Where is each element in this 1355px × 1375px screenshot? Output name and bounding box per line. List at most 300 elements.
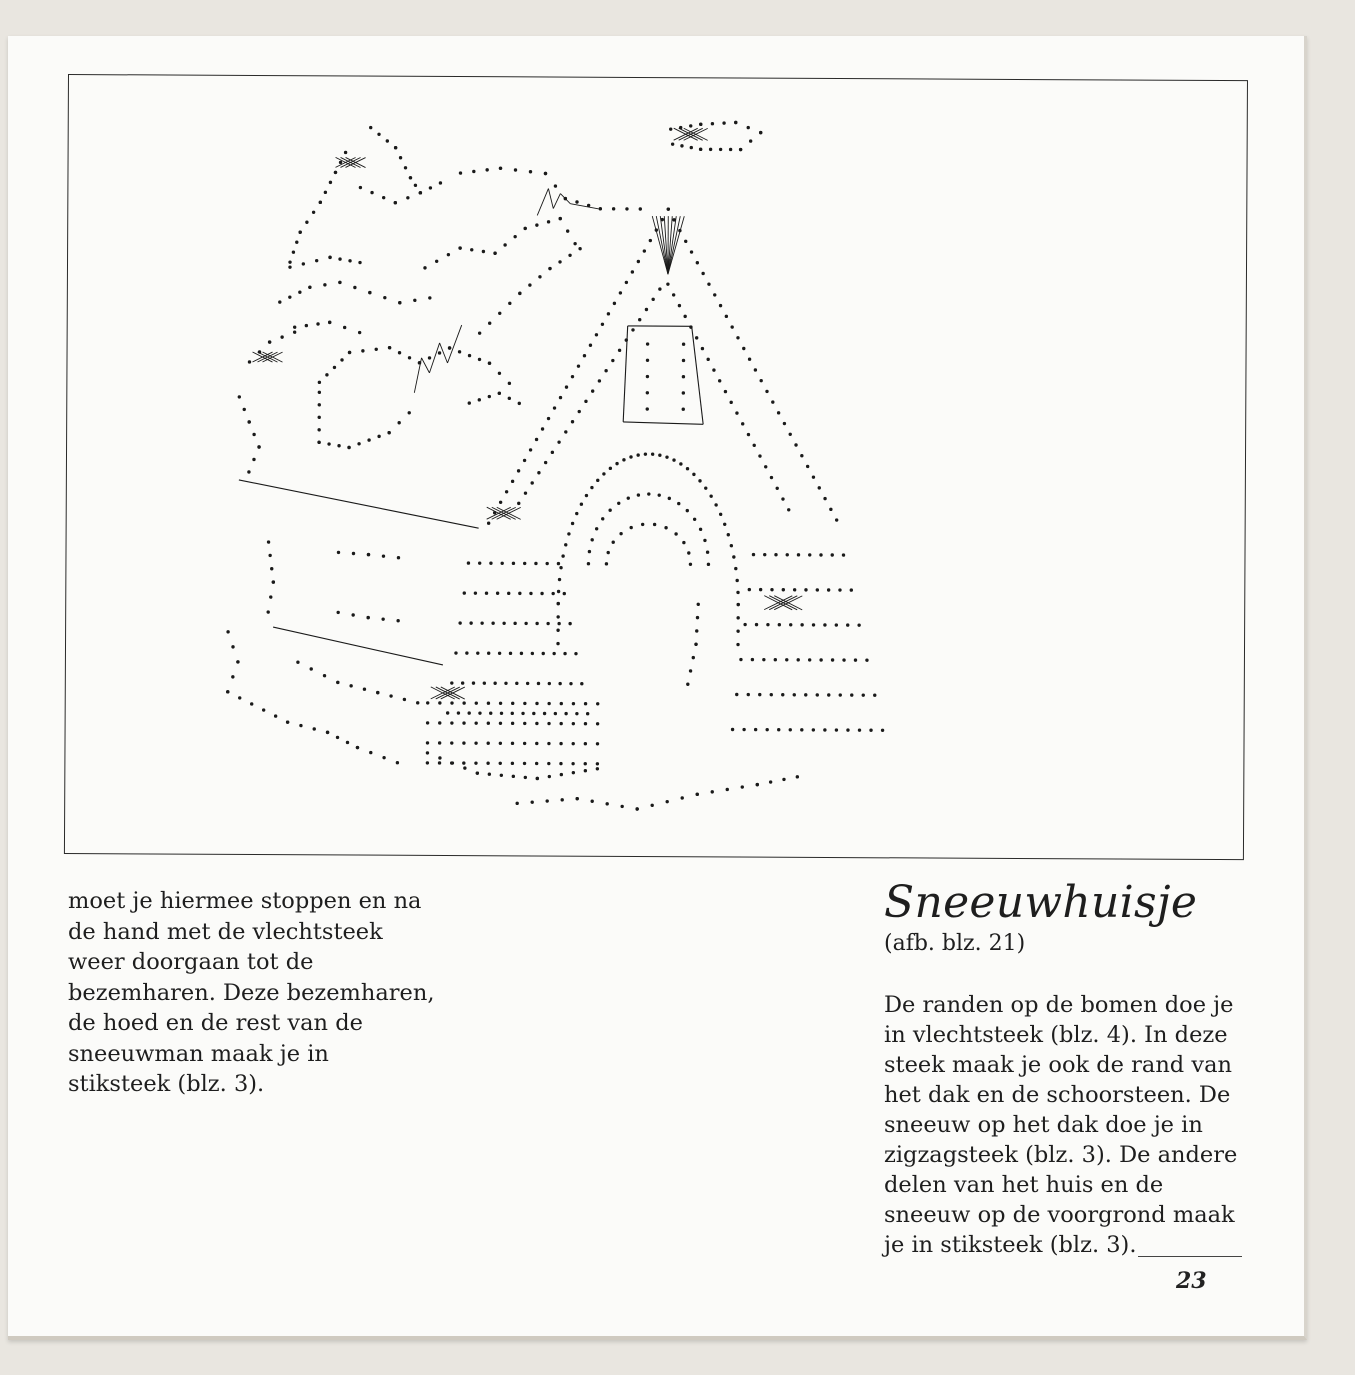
stitch-dot [804, 693, 807, 696]
stitch-dot [742, 347, 745, 350]
stitch-dot [689, 669, 692, 672]
stitch-dot [682, 343, 685, 346]
stitch-dot [858, 728, 861, 731]
stitch-dot [518, 292, 521, 295]
stitch-dot [680, 144, 683, 147]
stitch-dot [337, 444, 340, 447]
stitch-dot [574, 652, 577, 655]
stitch-dot [765, 728, 768, 731]
stitch-dot [681, 796, 684, 799]
stitch-dot [382, 554, 385, 557]
stitch-dot [590, 800, 593, 803]
stitch-dot [651, 452, 654, 455]
stitch-dot [274, 714, 277, 717]
stitch-dot [756, 783, 759, 786]
stitch-dot [529, 170, 532, 173]
stitch-dot [751, 658, 754, 661]
stitch-dot [447, 253, 450, 256]
stitch-dot [474, 741, 477, 744]
stitch-dot [631, 270, 634, 273]
stitch-dot [288, 265, 291, 268]
stitch-dot [742, 728, 745, 731]
stitch-dot [551, 592, 554, 595]
stitch-dot [547, 762, 550, 765]
stitch-dot [511, 742, 514, 745]
stitch-dot [293, 330, 296, 333]
stitch-dot [423, 266, 426, 269]
stitch-dot [725, 315, 728, 318]
stitch-dot [735, 693, 738, 696]
stitch-dot [512, 775, 515, 778]
stitch-dot [752, 553, 755, 556]
stitch-dot [302, 262, 305, 265]
stitch-dot [686, 467, 689, 470]
stitch-dot [542, 652, 545, 655]
stitch-dot [323, 674, 326, 677]
stitch-dot [526, 682, 529, 685]
stitch-dot [559, 396, 562, 399]
stitch-dot [862, 693, 865, 696]
stitch-dot [682, 359, 685, 362]
stitch-dot [467, 711, 470, 714]
stitch-dot [547, 742, 550, 745]
stitch-dot [734, 121, 737, 124]
stitch-dot [645, 308, 648, 311]
stitch-dot [589, 344, 592, 347]
stitch-dot [398, 351, 401, 354]
stitch-dot [586, 712, 589, 715]
stitch-dot [719, 148, 722, 151]
stitch-dot [426, 751, 429, 754]
stitch-dot [651, 298, 654, 301]
stitch-dot [770, 588, 773, 591]
stitch-dot [781, 693, 784, 696]
stitch-dot [672, 293, 675, 296]
stitch-dot [496, 592, 499, 595]
stitch-dot [347, 446, 350, 449]
stitch-dot [724, 390, 727, 393]
stitch-dot [564, 430, 567, 433]
stitch-dot [538, 275, 541, 278]
stitch-dot [719, 513, 722, 516]
stitch-dot [518, 592, 521, 595]
stitch-dot [590, 486, 593, 489]
stitch-dot [463, 766, 466, 769]
stitch-dot [769, 780, 772, 783]
stitch-dot [682, 541, 685, 544]
stitch-dot [247, 420, 250, 423]
stitch-dot [564, 712, 567, 715]
stitch-dot [529, 448, 532, 451]
stitch-dot [643, 249, 646, 252]
stitch-dot [317, 428, 320, 431]
stitch-dot [707, 563, 710, 566]
stitch-dot [816, 588, 819, 591]
stitch-dot [319, 201, 322, 204]
stitch-dot [789, 433, 792, 436]
stitch-dot [641, 523, 644, 526]
stitch-dot [462, 701, 465, 704]
stitch-line [668, 216, 676, 274]
stitch-dot [438, 761, 441, 764]
stitch-dot [426, 761, 429, 764]
stitch-dot [504, 682, 507, 685]
stitch-dot [280, 335, 283, 338]
stitch-dot [370, 191, 373, 194]
stitch-dot [578, 410, 581, 413]
stitch-dot [377, 435, 380, 438]
stitch-dot [499, 702, 502, 705]
stitch-dot [605, 802, 608, 805]
stitch-dot [499, 722, 502, 725]
stitch-dot [396, 619, 399, 622]
stitch-dot [557, 562, 560, 565]
stitch-dot [736, 336, 739, 339]
stitch-dot [770, 476, 773, 479]
stitch-dot [375, 348, 378, 351]
stitch-dot [474, 721, 477, 724]
stitch-dot [631, 328, 634, 331]
stitch-dot [524, 622, 527, 625]
stitch-dot [548, 682, 551, 685]
stitch-dot [612, 541, 615, 544]
stitch-line [691, 326, 704, 424]
stitch-dot [366, 616, 369, 619]
stitch-dot [340, 358, 343, 361]
stitch-dot [693, 518, 696, 521]
stitch-dot [337, 551, 340, 554]
stitch-dot [665, 455, 668, 458]
stitch-dot [489, 712, 492, 715]
stitch-dot [499, 167, 502, 170]
stitch-dot [646, 342, 649, 345]
stitch-dot [781, 497, 784, 500]
stitch-dot [491, 622, 494, 625]
stitch-dot [540, 592, 543, 595]
stitch-dot [468, 354, 471, 357]
stitch-dot [474, 761, 477, 764]
stitch-dot [558, 578, 561, 581]
stitch-dot [268, 340, 271, 343]
stitch-dot [774, 553, 777, 556]
stitch-dot [336, 611, 339, 614]
stitch-dot [571, 762, 574, 765]
stitch-dot [668, 497, 671, 500]
stitch-dot [381, 617, 384, 620]
stitch-dot [458, 621, 461, 624]
stitch-dot [545, 562, 548, 565]
stitch-dot [796, 775, 799, 778]
stitch-dot [509, 652, 512, 655]
stitch-dot [537, 682, 540, 685]
stitch-dot [498, 372, 501, 375]
stitch-dot [782, 778, 785, 781]
stitch-dot [511, 712, 514, 715]
stitch-dot [462, 741, 465, 744]
stitch-dot [336, 736, 339, 739]
stitch-dot [838, 588, 841, 591]
stitch-dot [523, 742, 526, 745]
stitch-dot [406, 196, 409, 199]
page-number: 23 [1176, 1268, 1207, 1294]
stitch-dot [414, 184, 417, 187]
stitch-line [570, 204, 598, 209]
stitch-dot [774, 658, 777, 661]
stitch-dot [500, 774, 503, 777]
stitch-dot [389, 694, 392, 697]
stitch-dot [732, 555, 735, 558]
stitch-dot [478, 398, 481, 401]
stitch-dot [535, 223, 538, 226]
stitch-dot [318, 403, 321, 406]
stitch-dot [658, 453, 661, 456]
stitch-dot [552, 652, 555, 655]
stitch-dot [547, 220, 550, 223]
stitch-dot [511, 722, 514, 725]
stitch-dot [629, 455, 632, 458]
stitch-line [623, 422, 703, 424]
stitch-dot [842, 658, 845, 661]
stitch-dot [617, 502, 620, 505]
stitch-dot [383, 296, 386, 299]
stitch-dot [671, 142, 674, 145]
stitch-dot [596, 479, 599, 482]
stitch-dot [499, 501, 502, 504]
stitch-dot [585, 494, 588, 497]
stitch-dot [649, 239, 652, 242]
stitch-dot [438, 351, 441, 354]
stitch-dot [318, 391, 321, 394]
stitch-dot [480, 621, 483, 624]
stitch-dot [513, 235, 516, 238]
stitch-dot [399, 156, 402, 159]
stitch-dot [707, 282, 710, 285]
stitch-dot [544, 461, 547, 464]
stitch-dot [531, 652, 534, 655]
stitch-dot [498, 652, 501, 655]
stitch-dot [729, 148, 732, 151]
stitch-dot [511, 702, 514, 705]
stitch-dot [873, 694, 876, 697]
stitch-dot [438, 741, 441, 744]
stitch-dot [575, 712, 578, 715]
stitch-dot [850, 588, 853, 591]
stitch-dot [736, 643, 739, 646]
stitch-dot [846, 728, 849, 731]
stitch-dot [348, 259, 351, 262]
stitch-dot [262, 708, 265, 711]
stitch-dot [333, 366, 336, 369]
stitch-dot [478, 358, 481, 361]
instruction-text: moet je hiermee stoppen en na de hand met de vlechtsteek weer doorgaan tot de bezemharen. Deze bezemharen, de hoed en de rest van de sneeuwman maak je in stiksteek (blz. 3). [68, 888, 435, 1097]
stitch-dot [266, 610, 269, 613]
stitch-dot [336, 681, 339, 684]
stitch-dot [269, 595, 272, 598]
stitch-dot [571, 522, 574, 525]
stitch-dot [608, 509, 611, 512]
stitch-dot [296, 661, 299, 664]
stitch-dot [416, 701, 419, 704]
stitch-dot [664, 526, 667, 529]
stitch-dot [535, 722, 538, 725]
stitch-dot [547, 702, 550, 705]
stitch-dot [327, 442, 330, 445]
stitch-dot [356, 746, 359, 749]
stitch-dot [299, 724, 302, 727]
stitch-dot [842, 553, 845, 556]
stitch-dot [653, 523, 656, 526]
stitch-dot [498, 312, 501, 315]
stitch-dot [699, 123, 702, 126]
stitch-dot [511, 480, 514, 483]
stitch-dot [252, 433, 255, 436]
stitch-dot [513, 622, 516, 625]
stitch-dot [523, 722, 526, 725]
stitch-dot [488, 395, 491, 398]
stitch-dot [644, 452, 647, 455]
stitch-dot [292, 250, 295, 253]
stitch-dot [759, 588, 762, 591]
stitch-dot [730, 325, 733, 328]
stitch-dot [646, 391, 649, 394]
stitch-line [553, 194, 560, 209]
stitch-dot [529, 592, 532, 595]
stitch-dot [835, 728, 838, 731]
stitch-dot [808, 553, 811, 556]
stitch-dot [508, 397, 511, 400]
stitch-dot [448, 346, 451, 349]
stitch-dot [512, 562, 515, 565]
stitch-dot [238, 395, 241, 398]
instruction-body: De randen op de bomen doe je in vlechtsteek (blz. 4). In deze steek maak je ook de rand van het dak en de schoorsteen. De sneeuw op het dak doe je in zigzagsteek (blz. 3). De andere delen van het huis en de sneeuw op de voorgrond maak je in stiksteek (blz. 3). [884, 992, 1238, 1258]
stitch-dot [711, 122, 714, 125]
stitch-dot [458, 246, 461, 249]
stitch-dot [569, 682, 572, 685]
stitch-dot [413, 299, 416, 302]
stitch-line [560, 194, 570, 204]
stitch-dot [397, 421, 400, 424]
stitch-dot [435, 260, 438, 263]
stitch-dot [499, 762, 502, 765]
stitch-dot [361, 349, 364, 352]
stitch-dot [404, 166, 407, 169]
stitch-dot [248, 360, 251, 363]
stitch-dot [590, 538, 593, 541]
stitch-dot [559, 722, 562, 725]
stitch-dot [812, 728, 815, 731]
stitch-dot [487, 742, 490, 745]
stitch-dot [478, 561, 481, 564]
stitch-dot [658, 493, 661, 496]
stitch-dot [349, 684, 352, 687]
stitch-dot [823, 497, 826, 500]
stitch-dot [736, 591, 739, 594]
stitch-dot [667, 207, 670, 210]
stitch-dot [601, 517, 604, 520]
stitch-dot [689, 563, 692, 566]
stitch-dot [463, 591, 466, 594]
stitch-dot [388, 346, 391, 349]
stitch-dot [850, 693, 853, 696]
stitch-dot [869, 729, 872, 732]
stitch-dot [783, 422, 786, 425]
stitch-dot [701, 272, 704, 275]
stitch-dot [499, 742, 502, 745]
stitch-dot [295, 240, 298, 243]
stitch-dot [696, 261, 699, 264]
stitch-dot [566, 229, 569, 232]
stitch-dot [486, 762, 489, 765]
stitch-dot [609, 467, 612, 470]
stitch-dot [369, 126, 372, 129]
stitch-dot [797, 658, 800, 661]
stitch-dot [548, 267, 551, 270]
stitch-dot [747, 433, 750, 436]
stitch-dot [808, 658, 811, 661]
stitch-dot [439, 181, 442, 184]
stitch-dot [487, 702, 490, 705]
stitch-dot [601, 323, 604, 326]
stitch-dot [696, 616, 699, 619]
stitch-dot [596, 702, 599, 705]
stitch-dot [730, 544, 733, 547]
stitch-dot [458, 350, 461, 353]
stitch-dot [596, 767, 599, 770]
stitch-dot [706, 358, 709, 361]
stitch-dot [560, 798, 563, 801]
stitch-dot [488, 773, 491, 776]
stitch-dot [683, 315, 686, 318]
stitch-dot [346, 741, 349, 744]
stitch-dot [584, 722, 587, 725]
stitch-line [537, 188, 548, 215]
stitch-dot [318, 381, 321, 384]
stitch-dot [812, 623, 815, 626]
stitch-dot [629, 526, 632, 529]
stitch-dot [326, 731, 329, 734]
stitch-dot [697, 603, 700, 606]
stitch-dot [523, 762, 526, 765]
stitch-dot [325, 373, 328, 376]
stitch-dot [556, 615, 559, 618]
stitch-dot [638, 318, 641, 321]
stitch-dot [793, 693, 796, 696]
stitch-dot [377, 133, 380, 136]
stitch-dot [596, 742, 599, 745]
stitch-dot [737, 603, 740, 606]
stitch-dot [596, 762, 599, 765]
stitch-dot [583, 354, 586, 357]
stitch-dot [625, 281, 628, 284]
stitch-dot [462, 721, 465, 724]
stitch-dot [505, 490, 508, 493]
stitch-dot [682, 375, 685, 378]
snow-house-stitch-pattern [65, 75, 1247, 859]
stitch-dot [270, 567, 273, 570]
stitch-dot [338, 257, 341, 260]
stitch-dot [451, 761, 454, 764]
stitch-dot [515, 802, 518, 805]
stitch-dot [523, 702, 526, 705]
stitch-dot [687, 551, 690, 554]
stitch-dot [696, 793, 699, 796]
stitch-dot [646, 375, 649, 378]
stitch-dot [726, 788, 729, 791]
stitch-dot [357, 442, 360, 445]
stitch-dot [560, 773, 563, 776]
stitch-dot [709, 494, 712, 497]
stitch-dot [739, 148, 742, 151]
